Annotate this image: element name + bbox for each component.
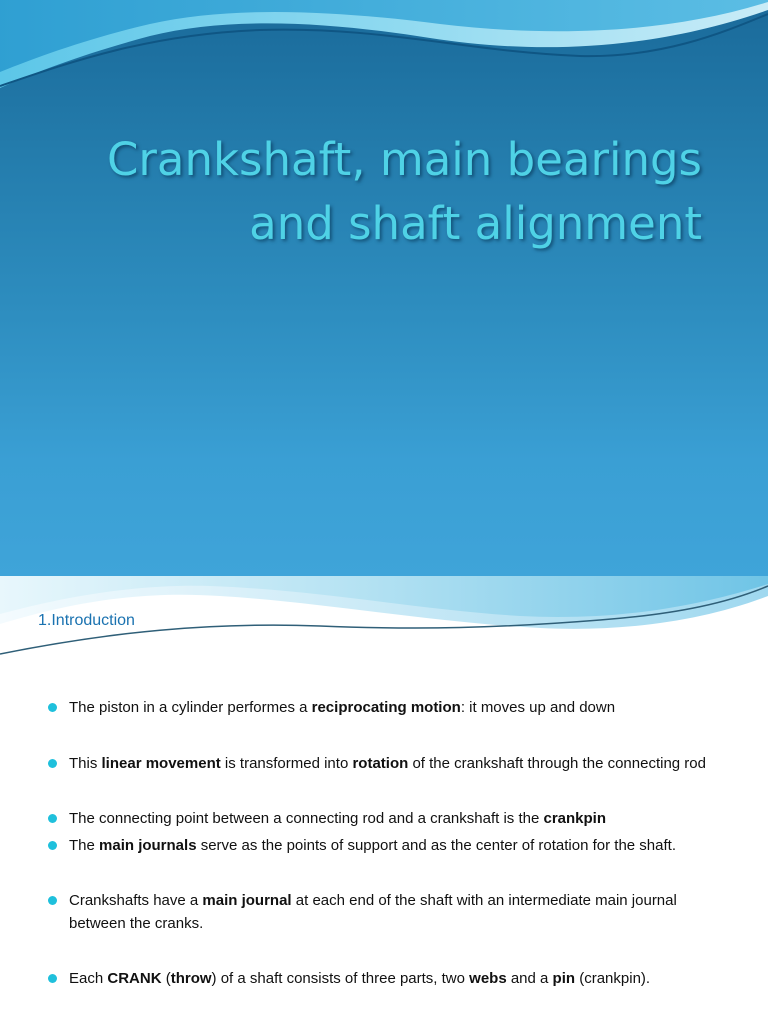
- bullet-emphasis: pin: [552, 970, 576, 987]
- bullet-text-run: ) of a shaft consists of three parts, two: [211, 970, 470, 987]
- bullet-text-run: : it moves up and down: [460, 699, 616, 716]
- bullet-item: [48, 890, 728, 935]
- bullet-text-run: of the crankshaft through the connecting rod: [408, 754, 706, 772]
- bullet-text-run: (: [161, 970, 171, 987]
- bullet-emphasis: rotation: [352, 754, 409, 772]
- bullet-dot-icon: [48, 974, 57, 983]
- slide-title: [2, 128, 702, 256]
- bullet-item: [48, 808, 728, 831]
- bullet-text: [69, 755, 706, 772]
- bullet-emphasis: main journals: [99, 836, 197, 854]
- bullet-text-run: The connecting point between a connecting rod and a crankshaft is the: [69, 810, 544, 827]
- bullet-text: [69, 837, 676, 854]
- bullet-emphasis: throw: [170, 970, 212, 987]
- slide-title-line-2: and shaft alignment: [249, 197, 702, 250]
- bullet-dot-icon: [48, 841, 57, 850]
- bullet-dot-icon: [48, 759, 57, 768]
- bullet-text: [69, 810, 606, 827]
- bullet-emphasis: linear movement: [101, 754, 221, 772]
- bullet-item: [48, 697, 728, 720]
- bullet-text: [69, 892, 677, 932]
- bullet-text: [69, 970, 650, 987]
- bullet-item: [48, 753, 728, 776]
- bullet-dot-icon: [48, 896, 57, 905]
- bullet-text-run: The: [69, 836, 100, 854]
- bullet-emphasis: CRANK: [107, 970, 162, 987]
- bullet-dot-icon: [48, 703, 57, 712]
- bullet-text-run: at each end of the shaft with an intermediate main journal between the cranks.: [69, 892, 677, 932]
- bullet-dot-icon: [48, 814, 57, 823]
- bullet-text-run: serve as the points of support and as the center of rotation for the shaft.: [196, 836, 676, 854]
- bullet-text-run: This: [69, 754, 102, 772]
- bullet-emphasis: reciprocating motion: [311, 699, 461, 716]
- bullet-text-run: (crankpin).: [575, 970, 651, 987]
- bullet-text-run: is transformed into: [220, 754, 353, 772]
- header-wave-decoration: [0, 0, 768, 110]
- bullet-emphasis: webs: [469, 970, 507, 987]
- bullet-emphasis: crankpin: [543, 810, 607, 827]
- bullet-emphasis: main journal: [202, 892, 292, 909]
- bullet-item: [48, 835, 728, 858]
- bullet-text-run: Each: [69, 970, 108, 987]
- bullet-text: [69, 699, 615, 716]
- bullet-list: [48, 664, 728, 991]
- introduction-slide: [0, 576, 768, 1024]
- slide-title-line-1: Crankshaft, main bearings: [106, 133, 702, 186]
- bullet-item: [48, 968, 728, 991]
- bullet-text-run: The piston in a cylinder performes a: [69, 699, 312, 716]
- bullet-text-run: Crankshafts have a: [69, 892, 203, 909]
- section-heading: 1.Introduction: [38, 612, 135, 629]
- bullet-text-run: and a: [506, 970, 553, 987]
